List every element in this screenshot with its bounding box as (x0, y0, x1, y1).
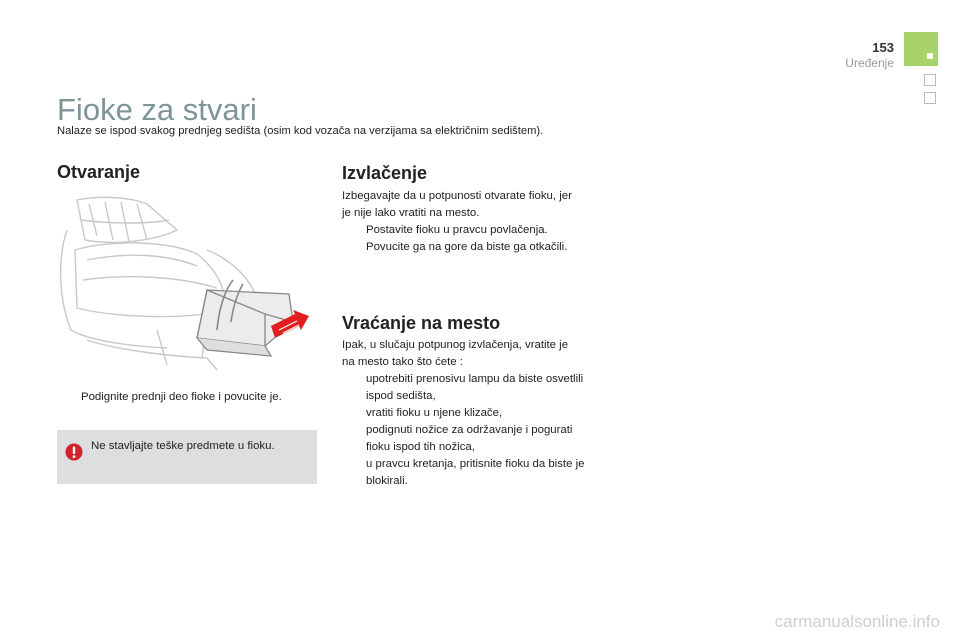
section-name: Uređenje (845, 56, 894, 70)
page-number: 153 (872, 40, 894, 55)
vracanje-block (342, 337, 612, 490)
heading-vracanje: Vraćanje na mesto (342, 313, 501, 333)
seat-drawer-illustration (57, 190, 317, 375)
bullet-text: Podignite prednji deo fioke i povucite je. (81, 391, 282, 403)
intro-line: na mesto tako što ćete : (342, 356, 463, 368)
otvaranje-bullet (57, 389, 341, 406)
watermark: carmanualsonline.info (774, 612, 940, 631)
page-subtitle: Nalaze se ispod svakog prednjeg sedišta (osim kod vozača na verzijama sa električnim sedištem). (57, 125, 544, 137)
list-item: podignuti nožice za održavanje i pogurati fioku ispod tih nožica, (366, 424, 573, 453)
list-item: vratiti fioku u njene klizače, (366, 407, 503, 419)
tab-marker-icon (927, 53, 933, 59)
warning-icon (65, 443, 83, 461)
page-title: Fioke za stvari (57, 92, 257, 127)
intro-line: Ipak, u slučaju potpunog izvlačenja, vratite je (342, 339, 569, 351)
list-item: Postavite fioku u pravcu povlačenja. (366, 224, 548, 236)
intro-line: je nije lako vratiti na mesto. (342, 207, 480, 219)
heading-otvaranje: Otvaranje (57, 162, 141, 182)
warning-text: Ne stavljajte teške predmete u fioku. (91, 440, 275, 452)
warning-box (57, 430, 317, 484)
list-item: Povucite ga na gore da biste ga otkačili. (366, 241, 568, 253)
heading-izvlacenje: Izvlačenje (342, 163, 428, 183)
nav-box-2[interactable] (924, 92, 936, 104)
list-item: upotrebiti prenosivu lampu da biste osvetlili ispod sedišta, (366, 373, 584, 402)
izvlacenje-block (342, 188, 612, 256)
nav-box-1[interactable] (924, 74, 936, 86)
list-item: u pravcu kretanja, pritisnite fioku da biste je blokirali. (366, 458, 585, 487)
section-tab[interactable] (904, 32, 938, 66)
intro-line: Izbegavajte da u potpunosti otvarate fioku, jer (342, 190, 572, 202)
